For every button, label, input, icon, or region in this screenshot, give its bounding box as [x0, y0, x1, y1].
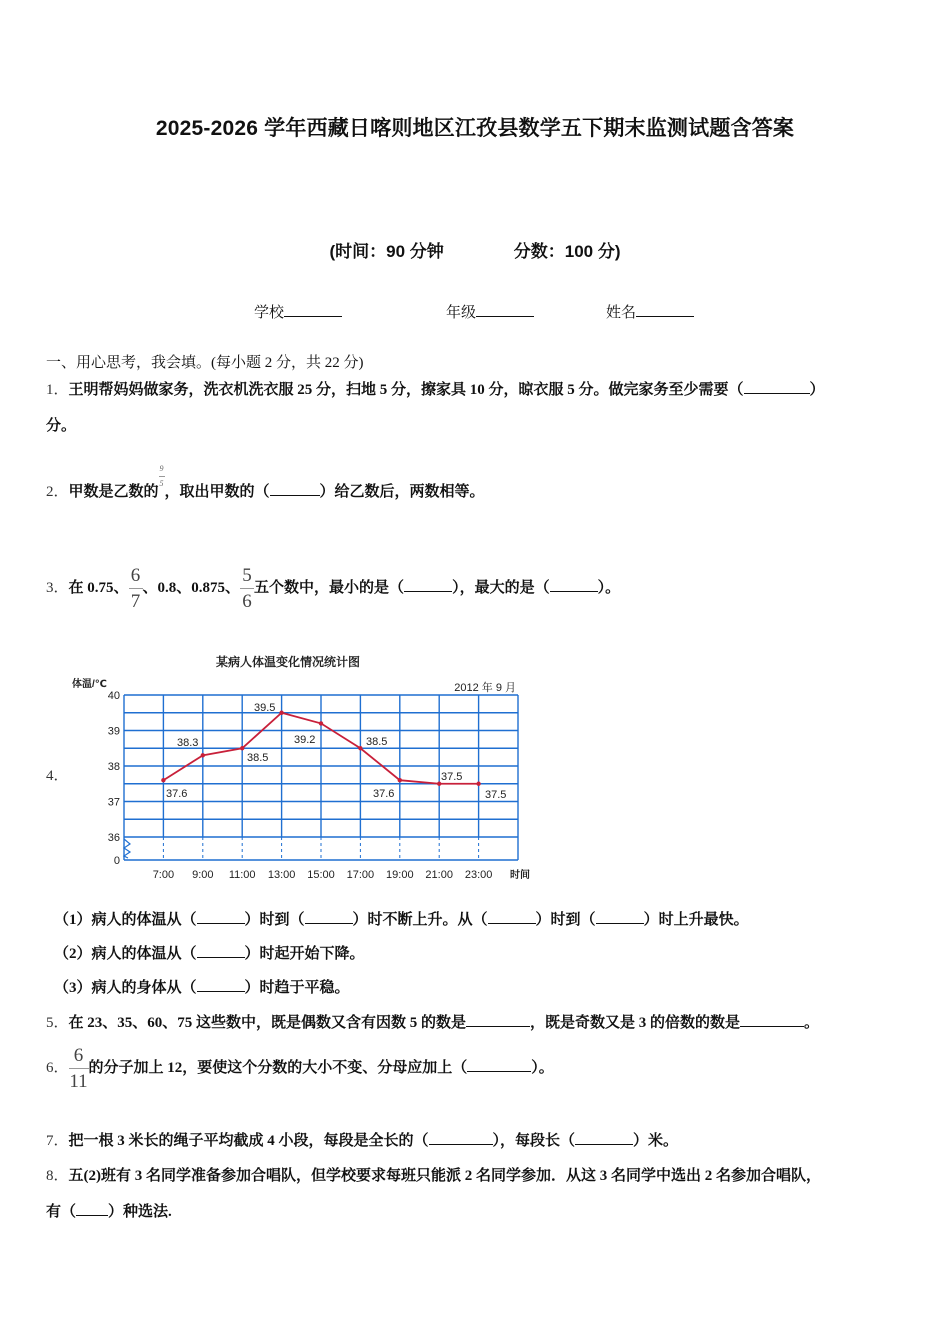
question-8	[46, 1164, 821, 1185]
question-6	[46, 1046, 554, 1091]
svg-text:39: 39	[107, 725, 120, 738]
svg-text:38: 38	[107, 761, 120, 773]
question-text: ）。	[597, 579, 621, 596]
question-text: 王明帮妈妈做家务，洗衣机洗衣服 25 分，扫地 5 分，擦家具 10 分，晾衣服 5 分。做完家务至少需要（	[68, 382, 744, 398]
svg-text:23:00: 23:00	[464, 869, 493, 881]
question-text: 在 0.75、	[68, 579, 129, 596]
answer-blank[interactable]	[197, 979, 245, 992]
exam-score: 分数：100 分)	[513, 242, 621, 261]
y-ticks	[108, 690, 120, 867]
question-text: ），最大的是（	[452, 579, 550, 596]
school-blank[interactable]	[284, 304, 342, 317]
question-text: ，取出甲数的（	[164, 484, 270, 500]
question-text: 把一根 3 米长的绳子平均截成 4 小段，每段是全长的（	[68, 1133, 429, 1149]
name-field[interactable]	[606, 301, 694, 322]
svg-text:19:00: 19:00	[386, 869, 414, 881]
question-number: 5．	[46, 1015, 69, 1031]
chart-title: 某病人体温变化情况统计图	[215, 655, 361, 669]
exam-meta	[0, 237, 950, 262]
answer-blank[interactable]	[466, 1014, 530, 1027]
chart-date: 2012 年 9 月	[454, 682, 516, 694]
svg-text:17:00: 17:00	[346, 869, 375, 881]
section-heading: 一、用心思考，我会填。(每小题 2 分，共 22 分)	[46, 355, 364, 371]
answer-blank[interactable]	[76, 1203, 108, 1216]
question-text: ），每段长（	[492, 1133, 576, 1149]
answer-blank[interactable]	[404, 579, 452, 592]
question-text: ）时上升最快。	[643, 912, 749, 928]
answer-blank[interactable]	[467, 1059, 531, 1072]
school-field[interactable]	[254, 301, 342, 322]
question-text: ，既是奇数又是 3 的倍数的数是	[530, 1015, 741, 1031]
question-4-part-1	[54, 908, 749, 929]
question-number: 6．	[46, 1059, 69, 1076]
question-text: ）给乙数后，两数相等。	[319, 484, 485, 500]
question-4-part-3	[54, 976, 350, 997]
svg-text:36: 36	[107, 832, 120, 844]
question-text: 有（	[46, 1204, 77, 1220]
question-text: （3）病人的身体从（	[54, 980, 197, 996]
exam-time: (时间：90 分钟	[329, 242, 444, 261]
question-text: 的分子加上 12，要使这个分数的大小不变、分母应加上（	[88, 1059, 468, 1076]
fraction-6-11: $\frac{6}{11}$	[69, 1045, 88, 1092]
answer-blank[interactable]	[744, 381, 810, 394]
answer-blank[interactable]	[429, 1132, 493, 1145]
svg-text:9:00: 9:00	[192, 869, 214, 881]
grade-blank[interactable]	[476, 304, 534, 317]
school-label: 学校	[254, 304, 285, 321]
question-text: ）米。	[633, 1133, 679, 1149]
svg-text:37.5: 37.5	[485, 789, 507, 801]
svg-text:37.6: 37.6	[166, 788, 188, 800]
name-label: 姓名	[606, 304, 637, 321]
temperature-line-chart	[60, 645, 540, 885]
answer-blank[interactable]	[270, 483, 320, 496]
answer-blank[interactable]	[550, 579, 598, 592]
axis-break-icon	[124, 839, 130, 858]
svg-text:13:00: 13:00	[267, 869, 296, 881]
answer-blank[interactable]	[305, 911, 353, 924]
question-text: ）时起开始下降。	[244, 946, 365, 962]
svg-text:39.2: 39.2	[294, 734, 316, 746]
svg-text:15:00: 15:00	[307, 869, 335, 881]
question-8-cont	[46, 1200, 172, 1221]
question-text: ）时趋于平稳。	[244, 980, 350, 996]
question-number: 1．	[46, 382, 69, 398]
svg-text:37.6: 37.6	[373, 788, 395, 800]
question-text: ）。	[531, 1059, 554, 1076]
question-7	[46, 1129, 678, 1150]
svg-text:37: 37	[107, 796, 120, 809]
y-axis-label: 体温/℃	[72, 679, 107, 690]
question-3	[46, 566, 620, 611]
svg-text:38.3: 38.3	[177, 737, 199, 749]
question-1-cont: 分。	[46, 418, 77, 434]
question-number: 8．	[46, 1168, 69, 1184]
question-text: （2）病人的体温从（	[54, 946, 197, 962]
question-text: ）种选法.	[108, 1204, 172, 1220]
question-text: ）	[809, 382, 825, 398]
grade-field[interactable]	[446, 301, 534, 322]
question-text: 五(2)班有 3 名同学准备参加合唱队，但学校要求每班只能派 2 名同学参加．从这 3 名同学中选出 2 名参加合唱队，	[68, 1168, 822, 1184]
answer-blank[interactable]	[740, 1014, 804, 1027]
answer-blank[interactable]	[197, 945, 245, 958]
question-text: ）时到（	[535, 912, 596, 928]
document-title: 2025-2026 学年西藏日喀则地区江孜县数学五下期末监测试题含答案	[155, 117, 795, 140]
question-text: ）时到（	[244, 912, 305, 928]
question-number: 2．	[46, 484, 69, 500]
svg-text:40: 40	[107, 690, 120, 702]
answer-blank[interactable]	[488, 911, 536, 924]
answer-blank[interactable]	[575, 1132, 633, 1145]
fraction-5-6: $\frac{5}{6}$	[240, 566, 254, 611]
x-ticks	[153, 868, 530, 881]
question-text: ）时不断上升。从（	[352, 912, 488, 928]
fraction-9-5: $\frac{9}{5}$	[159, 464, 164, 489]
svg-text:11:00: 11:00	[228, 869, 256, 881]
question-number: 3．	[46, 579, 69, 596]
svg-text:38.5: 38.5	[366, 736, 388, 748]
question-text: 、0.8、0.875、	[142, 579, 241, 596]
answer-blank[interactable]	[197, 911, 245, 924]
question-4-part-2	[54, 942, 365, 963]
name-blank[interactable]	[636, 304, 694, 317]
question-1	[46, 378, 825, 399]
fraction-6-7: $\frac{6}{7}$	[129, 566, 143, 611]
question-5	[46, 1011, 819, 1032]
data-labels	[166, 702, 506, 801]
svg-text:37.5: 37.5	[441, 771, 463, 783]
question-text: 甲数是乙数的	[68, 484, 159, 500]
x-axis-label: 时间	[510, 870, 530, 881]
question-number: 4．	[46, 768, 69, 784]
svg-text:21:00: 21:00	[425, 869, 453, 881]
answer-blank[interactable]	[596, 911, 644, 924]
question-number: 7．	[46, 1133, 69, 1149]
question-text: 在 23、35、60、75 这些数中，既是偶数又含有因数 5 的数是	[68, 1015, 467, 1031]
grade-label: 年级	[446, 304, 477, 321]
svg-text:7:00: 7:00	[152, 869, 175, 881]
chart-svg	[60, 645, 540, 885]
svg-text:39.5: 39.5	[254, 702, 276, 714]
question-2	[46, 464, 485, 504]
svg-text:0: 0	[113, 855, 120, 867]
svg-text:38.5: 38.5	[247, 752, 269, 764]
question-text: 五个数中，最小的是（	[254, 579, 405, 596]
question-text: （1）病人的体温从（	[54, 912, 197, 928]
question-text: 。	[804, 1015, 820, 1031]
